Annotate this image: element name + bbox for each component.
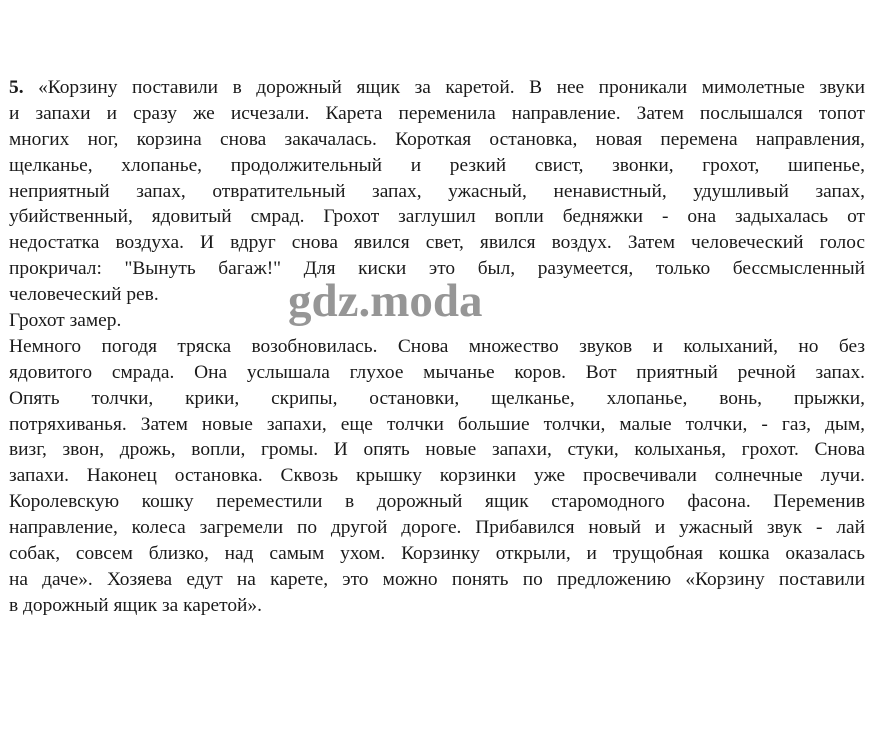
text-line: неприятный запах, отвратительный запах, ужасный, ненавистный, удушливый запах, xyxy=(9,180,865,202)
text-line: визг, звон, дрожь, вопли, громы. И опять новые запахи, стуки, колыханья, грохот. Снова xyxy=(9,439,865,461)
text-line: ядовитого смрада. Она услышала глухое мычанье коров. Вот приятный речной запах. xyxy=(9,361,865,383)
text-line: запахи. Наконец остановка. Сквозь крышку корзинки уже просвечивали солнечные лучи. xyxy=(9,465,865,487)
text-line: прокричал: "Вынуть багаж!" Для киски это был, разумеется, только бессмысленный xyxy=(9,258,865,280)
answer-text xyxy=(9,75,865,619)
text-line: потряхиванья. Затем новые запахи, еще толчки большие толчки, малые толчки, - газ, дым, xyxy=(9,413,865,435)
text-line: на даче». Хозяева едут на карете, это можно понять по предложению «Корзину поставили xyxy=(9,568,865,590)
text-line: щелканье, хлопанье, продолжительный и резкий свист, звонки, грохот, шипенье, xyxy=(9,154,865,176)
text-line: недостатка воздуха. И вдруг снова явился свет, явился воздух. Затем человеческий голос xyxy=(9,232,865,254)
text-line: многих ног, корзина снова закачалась. Короткая остановка, новая перемена направления, xyxy=(9,128,865,150)
text-line: в дорожный ящик за каретой». xyxy=(9,594,262,616)
text-line: Грохот замер. xyxy=(9,310,122,332)
text-line: убийственный, ядовитый смрад. Грохот заглушил вопли бедняжки - она задыхалась от xyxy=(9,206,865,228)
text-line: Опять толчки, крики, скрипы, остановки, щелканье, хлопанье, вонь, прыжки, xyxy=(9,387,865,409)
text-line: собак, совсем близко, над самым ухом. Корзинку открыли, и трущобная кошка оказалась xyxy=(9,543,865,565)
exercise-number: 5. xyxy=(9,77,24,98)
text-line xyxy=(9,75,865,101)
text-line: Немного погодя тряска возобновилась. Снова множество звуков и колыханий, но без xyxy=(9,335,865,357)
text-line: и запахи и сразу же исчезали. Карета переменила направление. Затем послышался топот xyxy=(9,102,865,124)
text-line: человеческий рев. xyxy=(9,284,159,306)
text-line-content: «Корзину поставили в дорожный ящик за каретой. В нее проникали мимолетные звуки xyxy=(23,77,865,98)
text-line: Королевскую кошку переместили в дорожный ящик старомодного фасона. Переменив xyxy=(9,491,865,513)
text-line: направление, колеса загремели по другой дороге. Прибавился новый и ужасный звук - лай xyxy=(9,517,865,539)
watermark-logo: gdz.moda xyxy=(288,275,483,327)
